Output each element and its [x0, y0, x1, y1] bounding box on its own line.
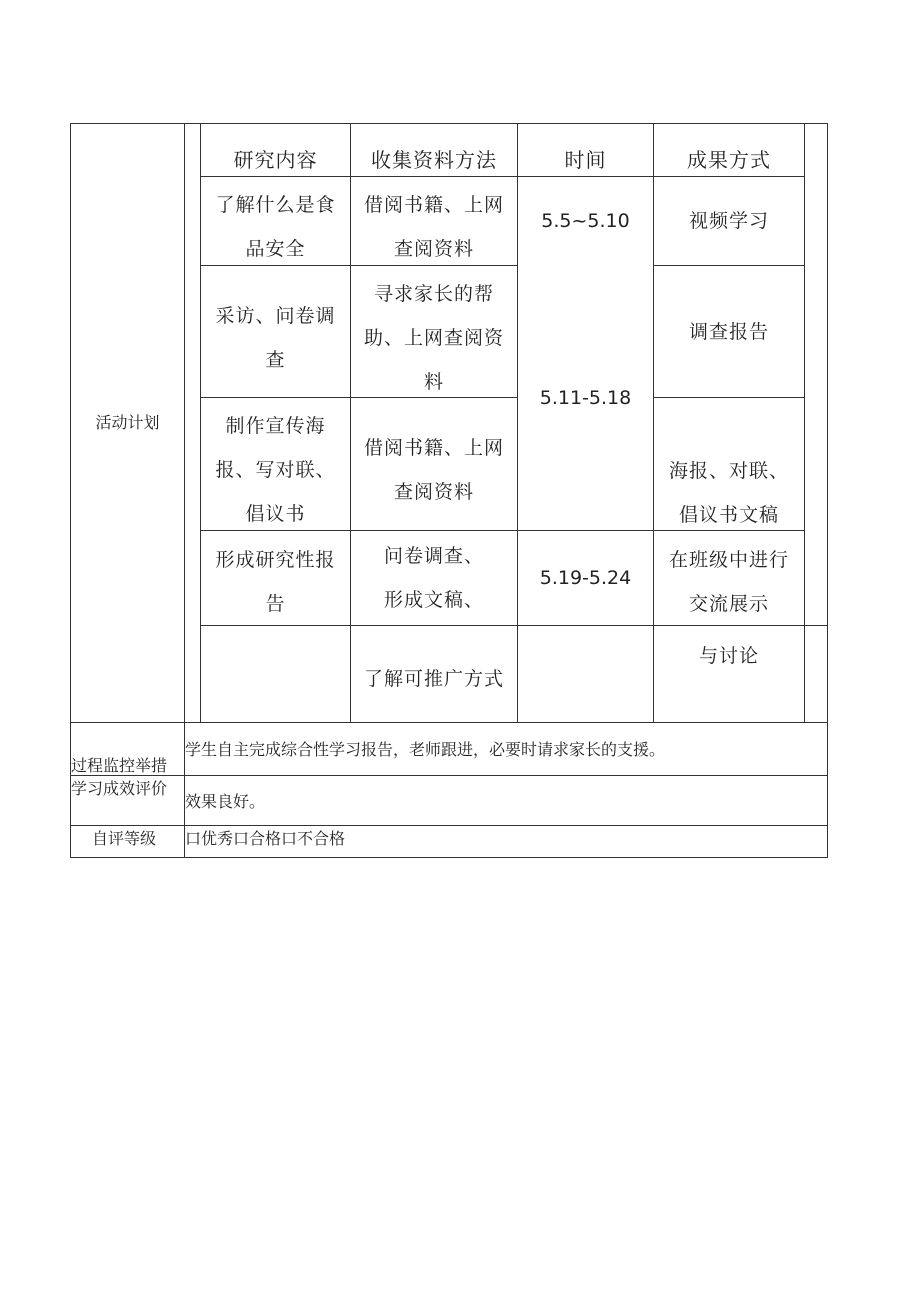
row4-content: 形成研究性报 告 — [215, 549, 336, 615]
row2-content: 采访、问卷调 查 — [215, 305, 336, 371]
header-collection-method: 收集资料方法 — [371, 148, 497, 172]
row3-content: 制作宣传海 报、写对联、 倡议书 — [215, 415, 336, 525]
monitoring-label: 过程监控举措 — [71, 756, 168, 775]
evaluation-value: 效果良好。 — [185, 792, 266, 811]
row4-time: 5.19-5.24 — [539, 567, 632, 589]
row2-method: 寻求家长的帮 助、上网查阅资 料 — [363, 283, 504, 393]
self-rating-value: 口优秀口合格口不合格 — [185, 829, 346, 848]
row4-method: 问卷调查、 形成文稿、 — [383, 545, 484, 611]
row2-result: 调查报告 — [688, 321, 769, 343]
row5-result: 与讨论 — [698, 645, 759, 667]
self-rating-label: 自评等级 — [92, 829, 157, 848]
row1-method: 借阅书籍、上网 查阅资料 — [363, 194, 504, 260]
activity-plan-label: 活动计划 — [95, 413, 160, 432]
row5-method: 了解可推广方式 — [363, 668, 504, 690]
row3-method: 借阅书籍、上网 查阅资料 — [363, 437, 504, 503]
row4-result: 在班级中进行 交流展示 — [668, 549, 789, 615]
row3-result: 海报、对联、 倡议书文稿 — [668, 460, 789, 526]
monitoring-value: 学生自主完成综合性学习报告，老师跟进，必要时请求家长的支援。 — [185, 740, 666, 759]
evaluation-label: 学习成效评价 — [71, 779, 168, 798]
row1-result: 视频学习 — [688, 210, 769, 232]
header-research-content: 研究内容 — [233, 148, 318, 172]
header-time: 时间 — [564, 148, 607, 172]
row2-3-time: 5.11-5.18 — [539, 387, 632, 409]
row1-content: 了解什么是食 品安全 — [215, 194, 336, 260]
row1-time: 5.5~5.10 — [541, 210, 630, 232]
header-result-form: 成果方式 — [687, 148, 771, 172]
